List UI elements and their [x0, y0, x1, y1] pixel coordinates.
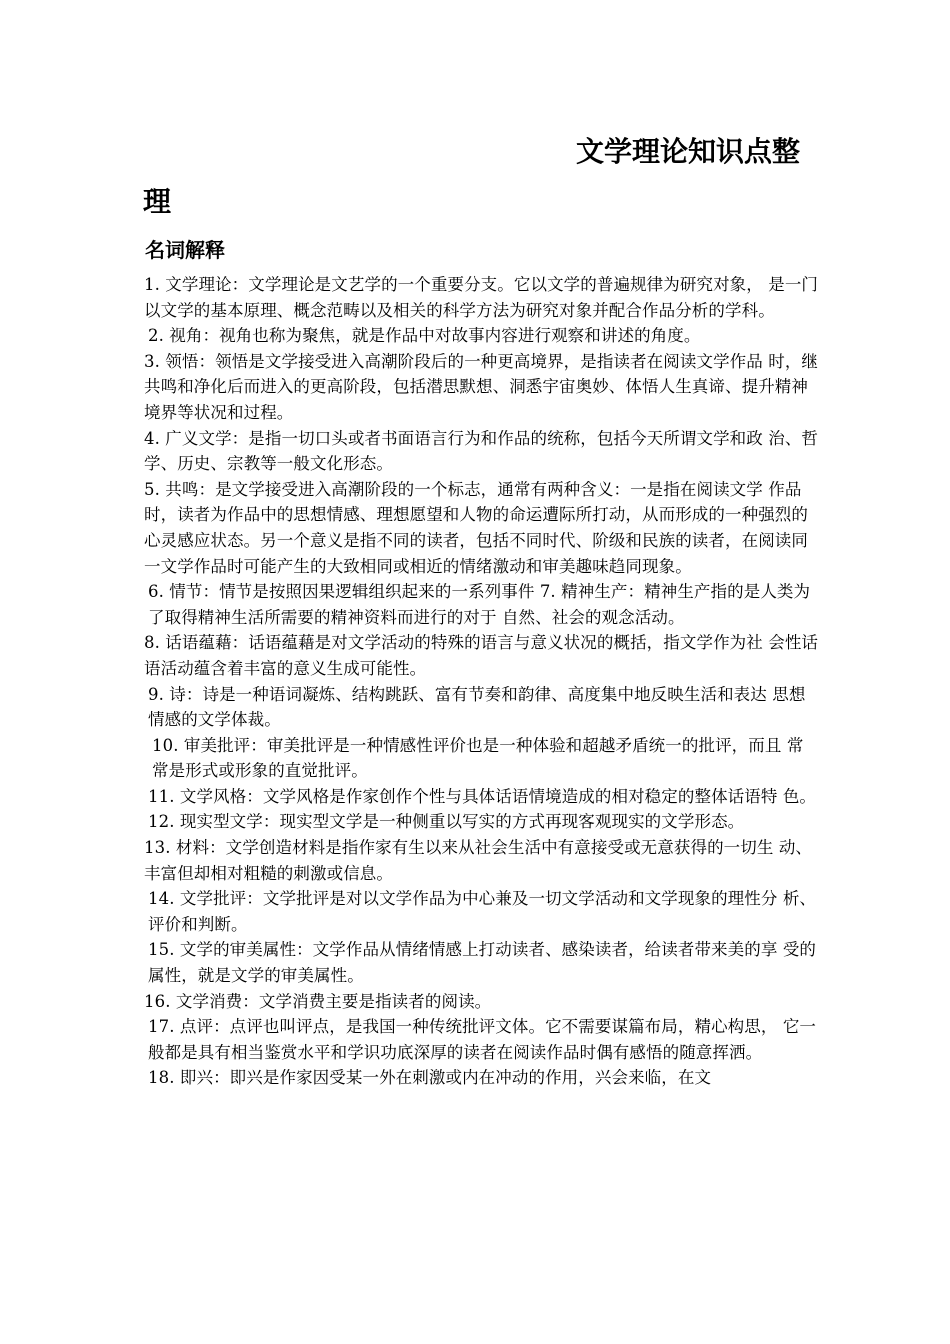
glossary-entry: 8. 话语蕴藉：话语蕴藉是对文学活动的特殊的语言与意义状况的概括，指文学作为社 会性话语活动蕴含着丰富的意义生成可能性。: [144, 633, 819, 678]
glossary-entry: 1. 文学理论：文学理论是文艺学的一个重要分支。它以文学的普遍规律为研究对象， 是一门以文学的基本原理、概念范畴以及相关的科学方法为研究对象并配合作品分析的学科。: [144, 275, 819, 320]
glossary-entry: 4. 广义文学：是指一切口头或者书面语言行为和作品的统称，包括今天所谓文学和政 治、哲学、历史、宗教等一般文化形态。: [144, 428, 819, 474]
document-title-line-1: 文学理论知识点整: [576, 135, 801, 168]
glossary-entry: 15. 文学的审美属性：文学作品从情绪情感上打动读者、感染读者，给读者带来美的享 受的属性，就是文学的审美属性。: [148, 940, 817, 986]
glossary-entry: 10. 审美批评：审美批评是一种情感性评价也是一种体验和超越矛盾统一的批评，而且 常常是形式或形象的直觉批评。: [152, 735, 804, 781]
glossary-entry: 14. 文学批评：文学批评是对以文学作品为中心兼及一切文学活动和文学现象的理性分 析、评价和判断。: [148, 889, 817, 934]
glossary-entry: 3. 领悟：领悟是文学接受进入高潮阶段后的一种更高境界，是指读者在阅读文学作品 时，继共鸣和净化后而进入的更高阶段，包括潜思默想、洞悉宇宙奥妙、体悟人生真谛、提升精神境界等状况和过程。: [144, 351, 819, 422]
glossary-entry: 18. 即兴：即兴是作家因受某一外在刺激或内在冲动的作用，兴会来临，在文: [148, 1068, 712, 1088]
glossary-entry: 17. 点评：点评也叫评点，是我国一种传统批评文体。它不需要谋篇布局，精心构思， 它一般都是具有相当鉴赏水平和学识功底深厚的读者在阅读作品时偶有感悟的随意挥洒。: [148, 1017, 817, 1062]
glossary-entry: 9. 诗：诗是一种语词凝炼、结构跳跃、富有节奏和韵律、高度集中地反映生活和表达 思想情感的文学体裁。: [148, 684, 806, 730]
glossary-entry: 12. 现实型文学：现实型文学是一种侧重以写实的方式再现客观现实的文学形态。: [148, 812, 745, 832]
document-title-line-2: 理: [143, 185, 172, 218]
glossary-entry: 2. 视角：视角也称为聚焦，就是作品中对故事内容进行观察和讲述的角度。: [148, 326, 701, 346]
glossary-entry: 13. 材料：文学创造材料是指作家有生以来从社会生活中有意接受或无意获得的一切生 动、丰富但却相对粗糙的刺激或信息。: [144, 838, 813, 883]
glossary-entry: 11. 文学风格：文学风格是作家创作个性与具体话语情境造成的相对稳定的整体话语特 色。: [148, 786, 817, 806]
section-heading: 名词解释: [145, 238, 225, 262]
glossary-entry: 6. 情节：情节是按照因果逻辑组织起来的一系列事件 7. 精神生产：精神生产指的是人类为了取得精神生活所需要的精神资料而进行的对于 自然、社会的观念活动。: [148, 582, 811, 627]
glossary-entry: 16. 文学消费：文学消费主要是指读者的阅读。: [144, 991, 492, 1011]
glossary-list: [144, 272, 820, 1091]
glossary-entry: 5. 共鸣：是文学接受进入高潮阶段的一个标志，通常有两种含义：一是指在阅读文学 作品时，读者为作品中的思想情感、理想愿望和人物的命运遭际所打动，从而形成的一种强烈的心灵感应状态。另一个意义是指不同的读者，包括不同时代、阶级和民族的读者，在阅读同一文学作品时可能产生的大致相同或相近的情绪激动和审美趣味趋同现象。: [144, 479, 808, 576]
